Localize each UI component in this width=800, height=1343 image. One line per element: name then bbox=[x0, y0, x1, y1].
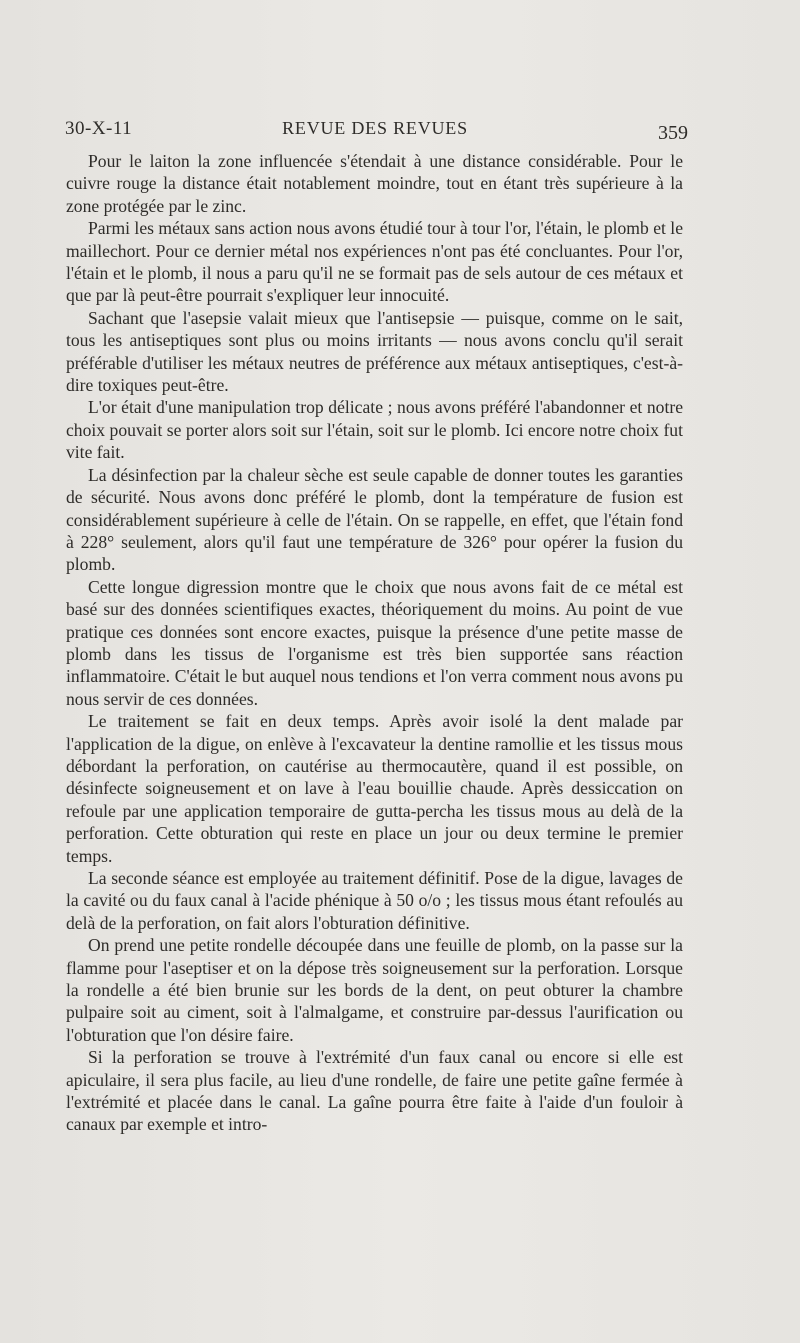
paragraph: La désinfection par la chaleur sèche est seule capable de donner toutes les garanties de sécurité. Nous avons donc préféré le plomb, dont la température de fusion est considérablement supérieure à celle de l'étain. On se rappelle, en effet, que l'étain fond à 228° seulement, alors qu'il faut une température de 326° pour opérer la fusion du plomb. bbox=[66, 464, 683, 575]
page-number: 359 bbox=[658, 122, 688, 144]
paragraph: On prend une petite rondelle découpée dans une feuille de plomb, on la passe sur la flamme pour l'aseptiser et on la dépose très soigneusement sur la perforation. Lorsque la rondelle a été bien brunie sur les bords de la dent, on peut obturer la chambre pulpaire soit au ciment, soit à l'almalgame, et construire par-dessus l'aurification ou l'obturation que l'on désire faire. bbox=[66, 935, 683, 1045]
paragraph: Cette longue digression montre que le choix que nous avons fait de ce métal est basé sur des données scientifiques exactes, théoriquement du moins. Au point de vue pratique ces données sont encore exactes, puisque la présence d'une petite masse de plomb dans les tissus de l'organisme est très bien supportée sans réaction inflammatoire. C'était le but auquel nous tendions et l'on verra comment nous avons pu nous servir de ces données. bbox=[66, 576, 683, 709]
paragraph: Le traitement se fait en deux temps. Après avoir isolé la dent malade par l'application de la digue, on enlève à l'excavateur la dentine ramollie et les tissus mous débordant la perforation, on cautérise au thermocautère, quand il est possible, on désinfecte soigneusement et on lave à l'eau bouillie chaude. Après dessiccation on refoule par une application temporaire de gutta-percha les tissus mous au delà de la perforation. Cette obturation qui reste en place un jour ou deux termine le premier temps. bbox=[66, 711, 683, 866]
paragraph: Sachant que l'asepsie valait mieux que l'antisepsie — puisque, comme on le sait, tous les antiseptiques sont plus ou moins irritants — nous avons conclu qu'il serait préférable d'utiliser les métaux neutres de préférence aux métaux antiseptiques, c'est-à-dire toxiques peut-être. bbox=[66, 307, 683, 396]
running-title: REVUE DES REVUES bbox=[282, 118, 468, 138]
paragraph: Pour le laiton la zone influencée s'étendait à une distance considérable. Pour le cuivre rouge la distance était notablement moindre, tout en étant très supérieure à la zone protégée par le zinc. bbox=[66, 151, 683, 216]
article-body bbox=[66, 150, 683, 1136]
paragraph: Si la perforation se trouve à l'extrémité d'un faux canal ou encore si elle est apiculaire, il sera plus facile, au lieu d'une rondelle, de faire une petite gaîne fermée à l'extrémité et placée dans le canal. La gaîne pourra être faite à l'aide d'un fouloir à canaux par exemple et intro- bbox=[66, 1047, 683, 1135]
paragraph: L'or était d'une manipulation trop délicate ; nous avons préféré l'abandonner et notre choix pouvait se porter alors soit sur l'étain, soit sur le plomb. Ici encore notre choix fut vite fait. bbox=[66, 397, 683, 463]
paragraph: Parmi les métaux sans action nous avons étudié tour à tour l'or, l'étain, le plomb et le maillechort. Pour ce dernier métal nos expériences n'ont pas été concluantes. Pour l'or, l'étain et le plomb, il nous a paru qu'il ne se formait pas de sels autour de ces métaux et que par là peut-être pourrait s'expliquer leur innocuité. bbox=[66, 218, 683, 306]
paragraph: La seconde séance est employée au traitement définitif. Pose de la digue, lavages de la cavité ou du faux canal à l'acide phénique à 50 o/o ; les tissus mous étant refoulés au delà de la perforation, on fait alors l'obturation définitive. bbox=[66, 868, 683, 933]
issue-date: 30-X-11 bbox=[65, 118, 133, 139]
running-header bbox=[65, 116, 688, 146]
